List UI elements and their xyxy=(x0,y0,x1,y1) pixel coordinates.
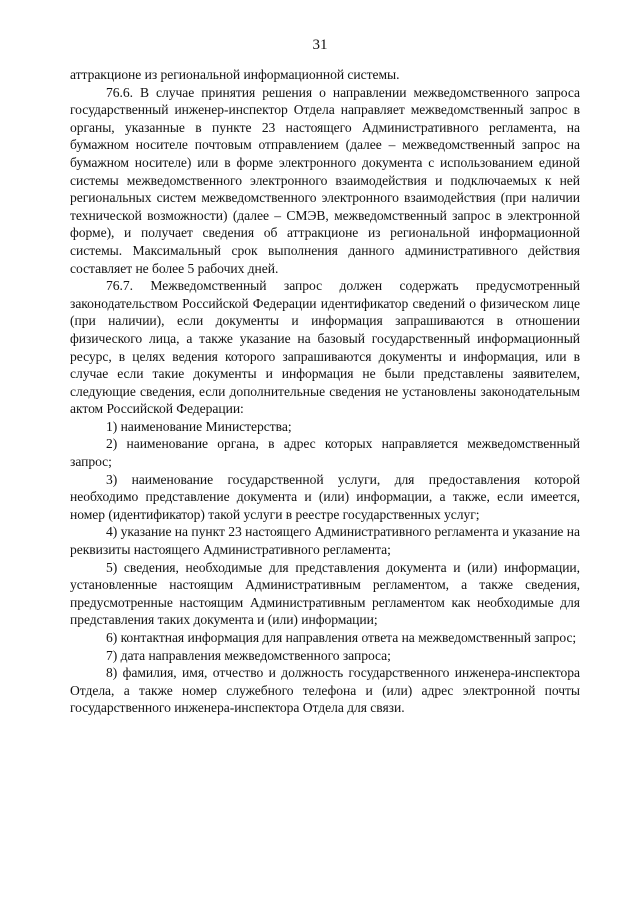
paragraph-continuation: аттракционе из региональной информационной системы. xyxy=(70,67,400,82)
document-body xyxy=(70,66,580,717)
list-item-8: 8) фамилия, имя, отчество и должность государственного инженера-инспектора Отдела, а также номер служебного телефона и (или) адрес электронной почты государственного инженера-инспектора Отдела для связи. xyxy=(70,665,580,716)
list-item-5: 5) сведения, необходимые для представления документа и (или) информации, установленные настоящим Административным регламентом, а также сведения, предусмотренные настоящим Административным регламентом как необходимые для представления таких документа и (или) информации; xyxy=(70,559,580,628)
page-number: 31 xyxy=(312,37,328,53)
paragraph-76-6: 76.6. В случае принятия решения о направлении межведомственного запроса государственный инженер-инспектор Отдела направляет межведомственный запрос в органы, указанные в пункте 23 настоящего Административного регламента, на бумажном носителе почтовым отправлением (далее – межведомственный запрос на бумажном носителе) или в форме электронного документа с использованием единой системы межведомственного электронного взаимодействия и подключаемых к ней региональных систем межведомственного электронного взаимодействия (при наличии технической возможности) (далее – СМЭВ, межведомственный запрос в электронной форме), и получает сведения об аттракционе из региональной информационной системы. Максимальный срок выполнения данного административного действия составляет не более 5 рабочих дней. xyxy=(70,84,580,276)
list-item-4: 4) указание на пункт 23 настоящего Административного регламента и указание на реквизиты настоящего Административного регламента; xyxy=(70,524,580,558)
list-item-7: 7) дата направления межведомственного запроса; xyxy=(106,647,391,663)
list-item-3: 3) наименование государственной услуги, для предоставления которой необходимо представление документа и (или) информации, а также, если имеется, номер (идентификатор) такой услуги в реестре государственных услуг; xyxy=(70,471,580,522)
list-item-6: 6) контактная информация для направления ответа на межведомственный запрос; xyxy=(106,630,577,645)
list-item-1: 1) наименование Министерства; xyxy=(106,418,292,434)
paragraph-76-7: 76.7. Межведомственный запрос должен содержать предусмотренный законодательством Российской Федерации идентификатор сведений о физическом лице (при наличии), если документы и информация запрашиваются в отношении физического лица, а также указание на базовый государственный информационный ресурс, в целях ведения которого запрашиваются документы и информация, или в случае если такие документы и информация не были представлены заявителем, следующие сведения, если дополнительные сведения не установлены законодательным актом Российской Федерации: xyxy=(70,278,580,417)
list-item-2: 2) наименование органа, в адрес которых направляется межведомственный запрос; xyxy=(70,436,580,470)
